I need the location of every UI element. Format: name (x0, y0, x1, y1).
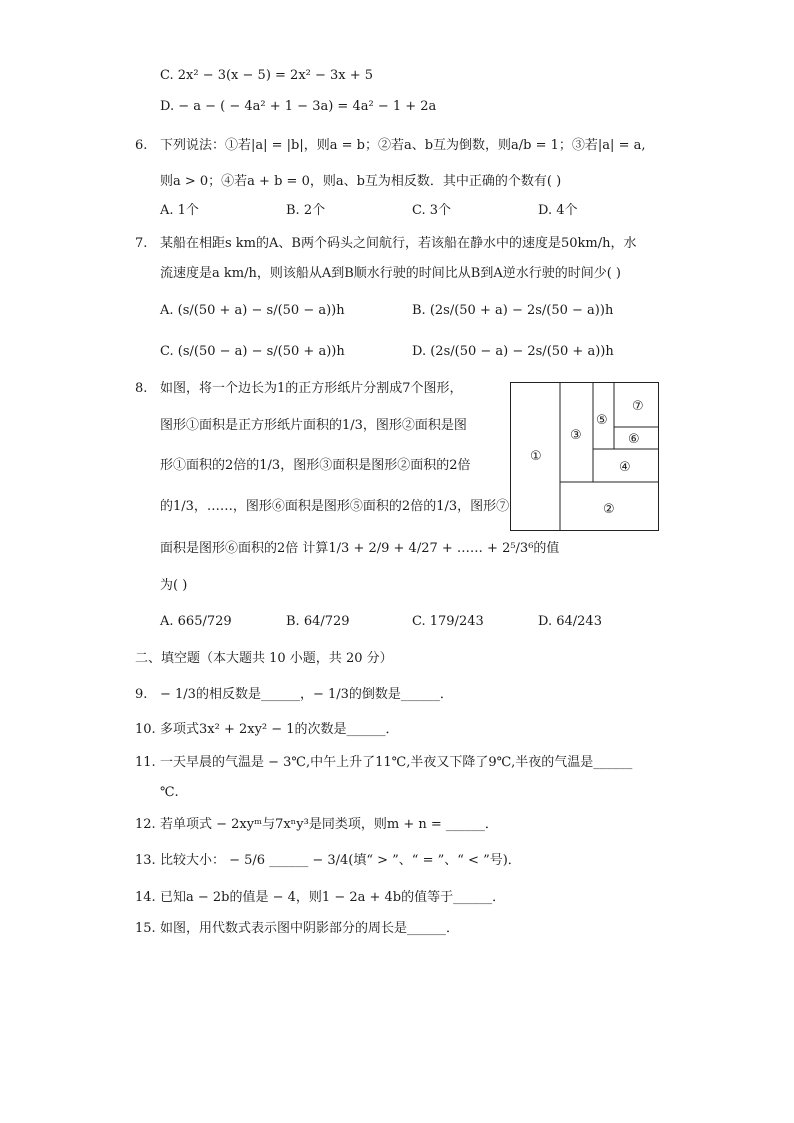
label-5: ⑤ (596, 413, 608, 428)
q8-text-line4: 的1/3，……，图形⑥面积是图形⑤面积的2倍的1/3，图形⑦ (160, 499, 510, 514)
q6-option-c: C. 3个 (412, 203, 452, 218)
label-6: ⑥ (628, 432, 640, 447)
q6-number: 6. (135, 138, 148, 153)
q10-text: 多项式3x² + 2xy² − 1的次数是______． (160, 722, 399, 737)
q11-number: 11. (135, 755, 156, 770)
q11-text-line2: ℃. (160, 785, 179, 800)
q6-option-d: D. 4个 (538, 203, 578, 218)
q12-text: 若单项式 − 2xyᵐ与7xⁿy³是同类项，则m + n = ______． (160, 817, 498, 832)
q5-option-d: D. − a − ( − 4a² + 1 − 3a) = 4a² − 1 + 2a (160, 99, 437, 114)
q10-number: 10. (135, 722, 156, 737)
q13-number: 13. (135, 853, 156, 868)
section-2-heading: 二、填空题（本大题共 10 小题，共 20 分） (135, 651, 393, 666)
q6-text-line1: 下列说法：①若|a| = |b|，则a = b；②若a、b互为倒数，则a/b = 1；③若|a| = a, (160, 138, 646, 153)
q15-text: 如图，用代数式表示图中阴影部分的周长是______． (160, 921, 460, 936)
q8-text-line2: 图形①面积是正方形纸片面积的1/3，图形②面积是图 (160, 418, 467, 433)
q5-option-c: C. 2x² − 3(x − 5) = 2x² − 3x + 5 (160, 68, 374, 83)
q14-number: 14. (135, 890, 156, 905)
label-1: ① (530, 449, 542, 464)
label-7: ⑦ (632, 399, 644, 414)
q7-option-d: D. (2s/(50 − a) − 2s/(50 + a))h (412, 344, 614, 359)
q6-text-line2: 则a > 0；④若a + b = 0，则a、b互为相反数．其中正确的个数有( ) (160, 174, 562, 189)
q8-text-line6: 为( ) (160, 578, 188, 593)
label-4: ④ (619, 460, 631, 475)
q8-text-line3: 形①面积的2倍的1/3，图形③面积是图形②面积的2倍 (160, 458, 471, 473)
q15-number: 15. (135, 921, 156, 936)
q14-text: 已知a − 2b的值是 − 4，则1 − 2a + 4b的值等于______． (160, 890, 506, 905)
q7-option-a: A. (s/(50 + a) − s/(50 − a))h (160, 303, 345, 318)
q8-option-c: C. 179/243 (412, 614, 484, 629)
q6-option-b: B. 2个 (286, 203, 326, 218)
q8-number: 8. (135, 381, 148, 396)
label-2: ② (603, 502, 615, 517)
q7-option-c: C. (s/(50 − a) − s/(50 + a))h (160, 344, 345, 359)
q13-text: 比较大小： − 5/6 ______ − 3/4(填“ > ”、“ = ”、“ < ”号)． (160, 853, 521, 868)
label-3: ③ (570, 428, 582, 443)
q7-option-b: B. (2s/(50 + a) − 2s/(50 − a))h (412, 303, 614, 318)
q12-number: 12. (135, 817, 156, 832)
q7-number: 7. (135, 236, 148, 251)
square-partition-diagram (510, 382, 659, 531)
q9-number: 9. (135, 687, 148, 702)
q7-text-line1: 某船在相距s km的A、B两个码头之间航行，若该船在静水中的速度是50km/h，水 (160, 236, 637, 251)
q6-option-a: A. 1个 (160, 203, 199, 218)
q11-text-line1: 一天早晨的气温是 − 3℃,中午上升了11℃,半夜又下降了9℃,半夜的气温是______ (160, 755, 633, 770)
q8-option-b: B. 64/729 (286, 614, 350, 629)
q9-text: − 1/3的相反数是______，− 1/3的倒数是______． (160, 687, 453, 702)
q8-option-d: D. 64/243 (538, 614, 602, 629)
q7-text-line2: 流速度是a km/h，则该船从A到B顺水行驶的时间比从B到A逆水行驶的时间少( ) (160, 266, 621, 281)
q8-option-a: A. 665/729 (160, 614, 232, 629)
q8-text-line1: 如图，将一个边长为1的正方形纸片分割成7个图形， (160, 381, 463, 396)
q8-text-line5: 面积是图形⑥面积的2倍 计算1/3 + 2/9 + 4/27 + …… + 2⁵/3⁶的值 (160, 541, 560, 556)
